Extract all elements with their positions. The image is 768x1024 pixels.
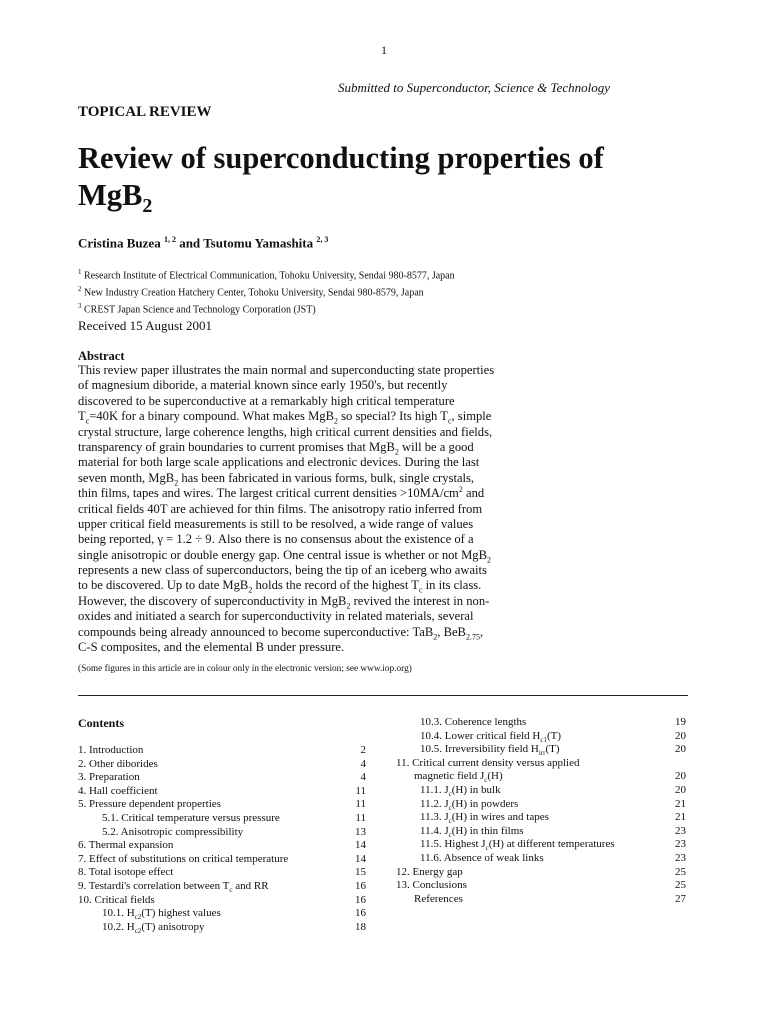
text-run: (T) xyxy=(545,743,560,756)
toc-page-number: 4 xyxy=(360,771,366,784)
text-run: 11.3. J xyxy=(420,811,449,824)
toc-page-number: 19 xyxy=(675,716,686,728)
text-run: 3. Preparation xyxy=(78,771,140,784)
text-run: to be discovered. Up to date MgB xyxy=(78,578,249,593)
toc-entry xyxy=(78,853,366,867)
toc-page-number: 18 xyxy=(355,920,366,933)
toc-entry xyxy=(396,893,686,907)
script-text: c xyxy=(448,790,452,799)
toc-entry xyxy=(78,744,366,758)
author-list xyxy=(78,235,328,251)
script-text: c xyxy=(448,830,452,839)
abstract-line xyxy=(78,640,538,655)
text-run: 7. Effect of substitutions on critical temperature xyxy=(78,852,289,865)
text-run: material for both large scale applications and electronic devices. During the last xyxy=(78,455,480,470)
toc-entry-label xyxy=(396,866,463,878)
script-text: c2 xyxy=(134,926,142,935)
toc-entry-label xyxy=(396,757,580,769)
toc-entry-label xyxy=(420,798,518,810)
text-run: 10. Critical fields xyxy=(78,893,155,906)
text-run: 11.2. J xyxy=(420,797,449,810)
text-run: will be a good xyxy=(398,439,474,454)
toc-entry xyxy=(396,798,686,812)
text-run: 4. Hall coefficient xyxy=(78,784,158,797)
text-run: single anisotropic or double energy gap. One central issue is whether or not MgB xyxy=(78,547,487,562)
section-divider xyxy=(78,695,688,696)
toc-entry-label xyxy=(420,838,615,853)
text-run: so special? Its high T xyxy=(337,409,448,424)
colour-note: (Some figures in this article are in colour only in the electronic version; see www.iop.org) xyxy=(78,664,412,674)
toc-entry-label xyxy=(78,866,173,878)
toc-page-number: 20 xyxy=(675,770,686,783)
text-run: has been fabricated in various forms, bulk, single crystals, xyxy=(178,470,475,485)
title-formula-subscript: 2 xyxy=(142,195,153,218)
abstract-line xyxy=(78,409,538,424)
text-run: represents a new class of superconductors, being the tip of an iceberg who awaits xyxy=(78,563,487,578)
text-run: , BeB xyxy=(437,624,466,639)
abstract-line xyxy=(78,609,538,624)
toc-entry xyxy=(78,907,366,921)
text-run: =40K for a binary compound. What makes MgB xyxy=(89,409,334,424)
text-run: References xyxy=(414,892,463,905)
abstract-line xyxy=(78,394,538,409)
text-run: 10.1. H xyxy=(102,907,135,920)
abstract-line xyxy=(78,563,538,578)
script-text: c xyxy=(484,776,488,785)
toc-entry-label xyxy=(78,798,221,810)
text-run: 9. Testardi's correlation between T xyxy=(78,879,230,892)
affiliation-number: 2 xyxy=(78,284,82,293)
toc-entry-label xyxy=(78,894,155,906)
text-run: 11. Critical current density versus applied xyxy=(396,756,580,769)
text-run: 10.2. H xyxy=(102,920,135,933)
script-text: 2 xyxy=(433,632,438,642)
script-text: c2 xyxy=(134,913,142,922)
text-run: This review paper illustrates the main normal and superconducting state properties xyxy=(78,363,495,377)
abstract-line xyxy=(78,548,538,563)
toc-entry xyxy=(78,839,366,853)
toc-entry xyxy=(396,784,686,798)
text-run: 1. Introduction xyxy=(78,744,144,756)
text-run: compounds being already announced to become superconductive: TaB xyxy=(78,624,434,639)
text-run: 11.4. J xyxy=(420,824,449,837)
text-run: (H) in bulk xyxy=(451,783,501,796)
text-run: T xyxy=(78,409,86,424)
author-2: Tsutomu Yamashita xyxy=(203,235,314,251)
received-date: Received 15 August 2001 xyxy=(78,318,212,333)
toc-page-number: 23 xyxy=(675,824,686,837)
text-run: (H) in powders xyxy=(451,797,519,810)
toc-entry-label xyxy=(78,744,143,756)
toc-entry xyxy=(78,826,366,840)
text-run: 6. Thermal expansion xyxy=(78,839,174,852)
text-run: (H) in wires and tapes xyxy=(451,811,549,824)
toc-entry xyxy=(396,716,686,730)
toc-entry-label xyxy=(78,758,158,770)
toc-entry-label xyxy=(102,907,221,922)
author-2-affil: 2, 3 xyxy=(316,235,329,244)
abstract-line xyxy=(78,486,538,501)
text-run: 11.5. Highest J xyxy=(420,838,486,851)
toc-page-number: 23 xyxy=(675,851,686,864)
toc-page-number: 16 xyxy=(355,893,366,906)
text-run: 10.4. Lower critical field H xyxy=(420,729,541,742)
abstract-heading: Abstract xyxy=(78,349,125,363)
toc-page-number: 14 xyxy=(355,852,366,865)
abstract-line xyxy=(78,532,538,547)
toc-entry xyxy=(396,838,686,852)
text-run: crystal structure, large coherence lengths, high critical current densities and fields, xyxy=(78,424,493,439)
abstract-line xyxy=(78,425,538,440)
text-run: (T) anisotropy xyxy=(141,920,205,933)
toc-page-number: 23 xyxy=(675,838,686,851)
abstract-line xyxy=(78,455,538,470)
script-text: 2.75 xyxy=(465,632,480,642)
toc-entry-label xyxy=(78,771,140,783)
author-1: Cristina Buzea xyxy=(78,235,161,251)
toc-entry-label xyxy=(420,783,501,799)
abstract-body xyxy=(78,363,538,655)
affiliation-item xyxy=(78,283,455,300)
toc-page-number: 4 xyxy=(360,757,366,770)
script-text: 2 xyxy=(394,447,399,457)
paper-title xyxy=(78,140,718,225)
script-text: c xyxy=(447,416,452,426)
text-run: thin films, tapes and wires. The largest critical current densities >10MA/cm xyxy=(78,486,459,501)
toc-page-number: 20 xyxy=(675,743,686,756)
toc-entry-label xyxy=(420,811,549,826)
toc-entry-label xyxy=(414,770,503,785)
text-run: discovered to be superconductive at a remarkably high critical temperature xyxy=(78,393,455,408)
text-run: 8. Total isotope effect xyxy=(78,866,174,879)
toc-entry xyxy=(396,825,686,839)
toc-page-number: 11 xyxy=(355,784,366,797)
author-1-affil: 1, 2 xyxy=(163,235,176,244)
text-run: 10.5. Irreversibility field H xyxy=(420,743,539,756)
abstract-line xyxy=(78,625,538,640)
toc-entry xyxy=(396,866,686,880)
toc-entry xyxy=(78,866,366,880)
text-run: 5.2. Anisotropic compressibility xyxy=(102,825,244,838)
toc-page-number: 15 xyxy=(355,866,366,879)
toc-entry-label xyxy=(414,893,463,905)
text-run: holds the record of the highest T xyxy=(252,578,419,593)
abstract-line xyxy=(78,502,538,517)
toc-page-number: 25 xyxy=(675,865,686,878)
toc-entry xyxy=(78,798,366,812)
toc-entry-label xyxy=(420,852,544,864)
text-run: oxides and initiated a search for superconductivity in related materials, several xyxy=(78,609,474,624)
script-text: c xyxy=(448,817,452,826)
affiliation-item xyxy=(78,300,455,317)
contents-heading: Contents xyxy=(78,716,125,730)
text-run: C-S composites, and the elemental B under pressure. xyxy=(78,640,345,655)
toc-entry-label xyxy=(420,730,561,742)
abstract-line xyxy=(78,440,538,455)
toc-entry xyxy=(78,758,366,772)
article-type-label: TOPICAL REVIEW xyxy=(78,104,212,120)
text-run: 5.1. Critical temperature versus pressure xyxy=(102,811,280,824)
text-run: However, the discovery of superconductivity in MgB xyxy=(78,593,347,608)
toc-entry-label xyxy=(102,812,280,824)
text-run: , simple xyxy=(451,409,492,424)
script-text: c xyxy=(229,886,233,895)
script-text: c xyxy=(448,803,452,812)
text-run: 11.1. J xyxy=(420,783,449,796)
script-text: 2 xyxy=(174,478,179,488)
script-text: c xyxy=(85,416,90,426)
affiliation-text: CREST Japan Science and Technology Corporation (JST) xyxy=(81,303,316,315)
text-run: seven month, MgB xyxy=(78,470,175,485)
text-run: and RR xyxy=(232,879,269,892)
text-run: (H) at different temperatures xyxy=(488,838,615,851)
text-run: 2. Other diborides xyxy=(78,757,158,770)
author-conjunction: and xyxy=(175,235,204,251)
text-run: 12. Energy gap xyxy=(396,865,463,878)
toc-entry-label xyxy=(78,785,158,797)
toc-entry-label xyxy=(420,743,560,758)
toc-page-number: 16 xyxy=(355,907,366,920)
affiliation-text: Research Institute of Electrical Communication, Tohoku University, Sendai 980-8577, Japan xyxy=(81,270,455,282)
toc-page-number: 13 xyxy=(355,825,366,838)
affiliation-item xyxy=(78,266,455,283)
toc-entry xyxy=(78,812,366,826)
text-run: critical fields 40T are achieved for thin films. The anisotropy ratio inferred from xyxy=(78,501,483,516)
toc-entry-label xyxy=(396,879,467,891)
title-formula: MgB xyxy=(78,178,143,212)
text-run: magnetic field J xyxy=(414,770,485,783)
text-run: (T) highest values xyxy=(141,907,221,920)
abstract-line xyxy=(78,378,538,393)
text-run: in its class. xyxy=(422,578,482,593)
abstract-line xyxy=(78,471,538,486)
text-run: (T) xyxy=(546,729,562,742)
script-text: 2 xyxy=(346,601,351,611)
text-run: 11.6. Absence of weak links xyxy=(420,851,544,864)
page-number: 1 xyxy=(381,43,387,57)
toc-left-column xyxy=(78,744,366,934)
affiliations xyxy=(78,266,455,316)
script-text: 2 xyxy=(333,416,338,426)
script-text: c xyxy=(418,585,423,595)
abstract-line xyxy=(78,594,538,609)
toc-entry xyxy=(78,880,366,894)
toc-entry-label xyxy=(78,853,288,865)
abstract-line xyxy=(78,517,538,532)
text-run: 13. Conclusions xyxy=(396,879,467,892)
script-text: 2 xyxy=(486,555,491,565)
text-run: 5. Pressure dependent properties xyxy=(78,798,221,811)
text-run: , xyxy=(479,624,484,639)
affiliation-text: New Industry Creation Hatchery Center, Tohoku University, Sendai 980-8579, Japan xyxy=(81,287,424,299)
toc-entry-label xyxy=(420,825,524,837)
text-run: 10.3. Coherence lengths xyxy=(420,716,527,728)
toc-entry xyxy=(78,921,366,935)
affiliation-number: 3 xyxy=(78,301,82,310)
toc-page-number: 21 xyxy=(675,811,686,824)
toc-page-number: 27 xyxy=(675,892,686,905)
toc-page-number: 16 xyxy=(355,879,366,892)
text-run: revived the interest in non- xyxy=(350,593,490,608)
text-run: (H) xyxy=(487,770,503,783)
toc-page-number: 25 xyxy=(675,879,686,892)
abstract-line xyxy=(78,578,538,593)
affiliation-number: 1 xyxy=(78,268,82,276)
title-line-1: Review of superconducting properties of xyxy=(78,141,604,175)
script-text: 2 xyxy=(458,484,463,494)
toc-entry xyxy=(396,879,686,893)
text-run: (H) in thin films xyxy=(451,824,524,837)
text-run: of magnesium diboride, a material known since early 1950's, but recently xyxy=(78,378,448,393)
text-run: and xyxy=(462,486,485,501)
script-text: irr xyxy=(538,749,546,758)
toc-entry xyxy=(396,743,686,757)
toc-right-column xyxy=(396,716,686,906)
script-text: c xyxy=(485,844,489,853)
text-run: being reported, γ = 1.2 ÷ 9. Also there is no consensus about the existence of a xyxy=(78,532,474,547)
toc-entry xyxy=(396,811,686,825)
toc-entry xyxy=(396,852,686,866)
toc-page-number: 21 xyxy=(675,797,686,810)
toc-page-number: 11 xyxy=(355,798,366,811)
toc-entry-label xyxy=(102,921,205,933)
script-text: 2 xyxy=(248,585,253,595)
toc-page-number: 11 xyxy=(355,811,366,824)
toc-entry xyxy=(396,730,686,744)
toc-page-number: 20 xyxy=(675,729,686,742)
text-run: upper critical field measurements is still to be resolved, a wide range of values xyxy=(78,516,474,531)
toc-entry xyxy=(396,770,686,784)
toc-page-number: 14 xyxy=(355,839,366,852)
toc-entry-label xyxy=(78,839,173,851)
toc-entry xyxy=(78,771,366,785)
toc-entry xyxy=(78,894,366,908)
submission-note: Submitted to Superconductor, Science & Technology xyxy=(338,80,610,95)
title-line-2 xyxy=(78,178,153,218)
toc-entry xyxy=(396,757,686,771)
toc-entry-label xyxy=(102,826,243,838)
toc-page-number: 20 xyxy=(675,783,686,796)
toc-page-number: 2 xyxy=(360,744,366,756)
text-run: transparency of grain boundaries to current promises that MgB xyxy=(78,439,395,454)
toc-entry xyxy=(78,785,366,799)
abstract-line xyxy=(78,363,538,378)
toc-entry-label xyxy=(420,716,526,728)
script-text: c1 xyxy=(540,735,547,744)
toc-entry-label xyxy=(78,879,269,895)
